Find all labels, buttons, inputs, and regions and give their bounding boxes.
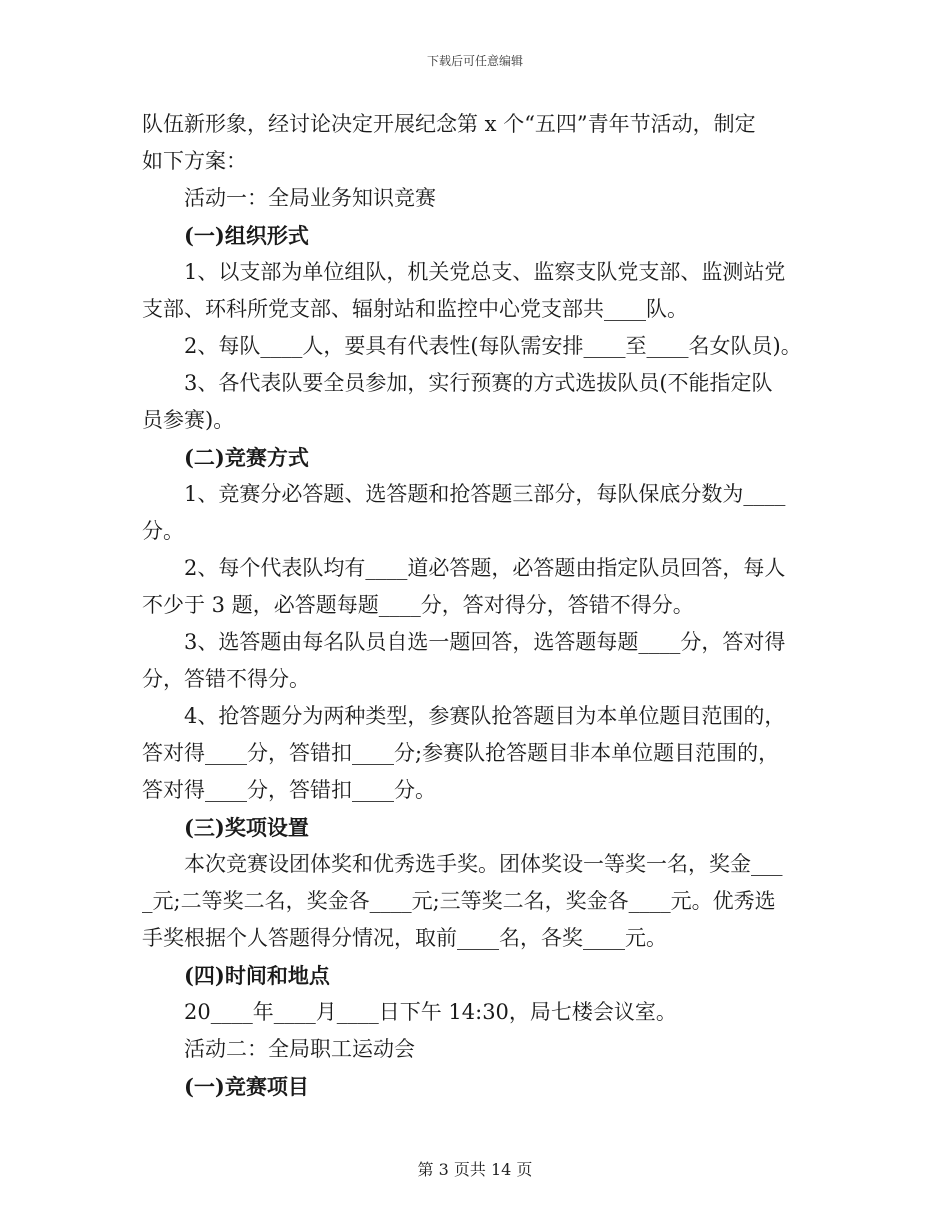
section-heading: (一)竞赛项目 <box>184 1074 309 1099</box>
body-line: 分。 <box>142 519 184 543</box>
body-line: 本次竞赛设团体奖和优秀选手奖。团体奖设一等奖一名，奖金___ <box>184 852 783 876</box>
body-line: 2、每队____人，要具有代表性(每队需安排____至____名女队员)。 <box>184 334 802 358</box>
body-line: 1、以支部为单位组队，机关党总支、监察支队党支部、监测站党 <box>184 260 786 284</box>
body-line: 队伍新形象，经讨论决定开展纪念第 x 个“五四”青年节活动，制定 <box>142 112 756 136</box>
body-line: 4、抢答题分为两种类型，参赛队抢答题目为本单位题目范围的， <box>184 704 786 728</box>
body-line: 答对得____分，答错扣____分。 <box>142 778 436 802</box>
section-heading: (一)组织形式 <box>184 223 309 248</box>
body-line: 3、选答题由每名队员自选一题回答，选答题每题____分，答对得 <box>184 630 786 654</box>
section-heading: (三)奖项设置 <box>184 815 309 840</box>
document-body <box>142 106 812 1105</box>
section-heading: (二)竞赛方式 <box>184 445 309 470</box>
body-line: 员参赛)。 <box>142 408 235 432</box>
body-line: 3、各代表队要全员参加，实行预赛的方式选拔队员(不能指定队 <box>184 371 773 395</box>
body-line: 分，答错不得分。 <box>142 667 310 691</box>
body-line: _元;二等奖二名，奖金各____元;三等奖二名，奖金各____元。优秀选 <box>142 889 776 913</box>
section-heading: (四)时间和地点 <box>184 963 330 988</box>
activity-title: 活动一：全局业务知识竞赛 <box>184 186 436 210</box>
body-line: 手奖根据个人答题得分情况，取前____名，各奖____元。 <box>142 926 667 950</box>
body-line: 支部、环科所党支部、辐射站和监控中心党支部共____队。 <box>142 297 688 321</box>
body-line: 2、每个代表队均有____道必答题，必答题由指定队员回答，每人 <box>184 556 786 580</box>
body-line: 答对得____分，答错扣____分;参赛队抢答题目非本单位题目范围的， <box>142 741 780 765</box>
body-line: 如下方案： <box>142 149 247 173</box>
page-header: 下载后可任意编辑 <box>426 54 523 68</box>
body-line: 1、竞赛分必答题、选答题和抢答题三部分，每队保底分数为____ <box>184 482 786 506</box>
body-line: 不少于 3 题，必答题每题____分，答对得分，答错不得分。 <box>142 593 694 617</box>
page-footer: 第 3 页共 14 页 <box>417 1160 533 1179</box>
body-line: 20____年____月____日下午 14:30，局七楼会议室。 <box>184 1000 677 1024</box>
activity-title: 活动二：全局职工运动会 <box>184 1037 415 1061</box>
